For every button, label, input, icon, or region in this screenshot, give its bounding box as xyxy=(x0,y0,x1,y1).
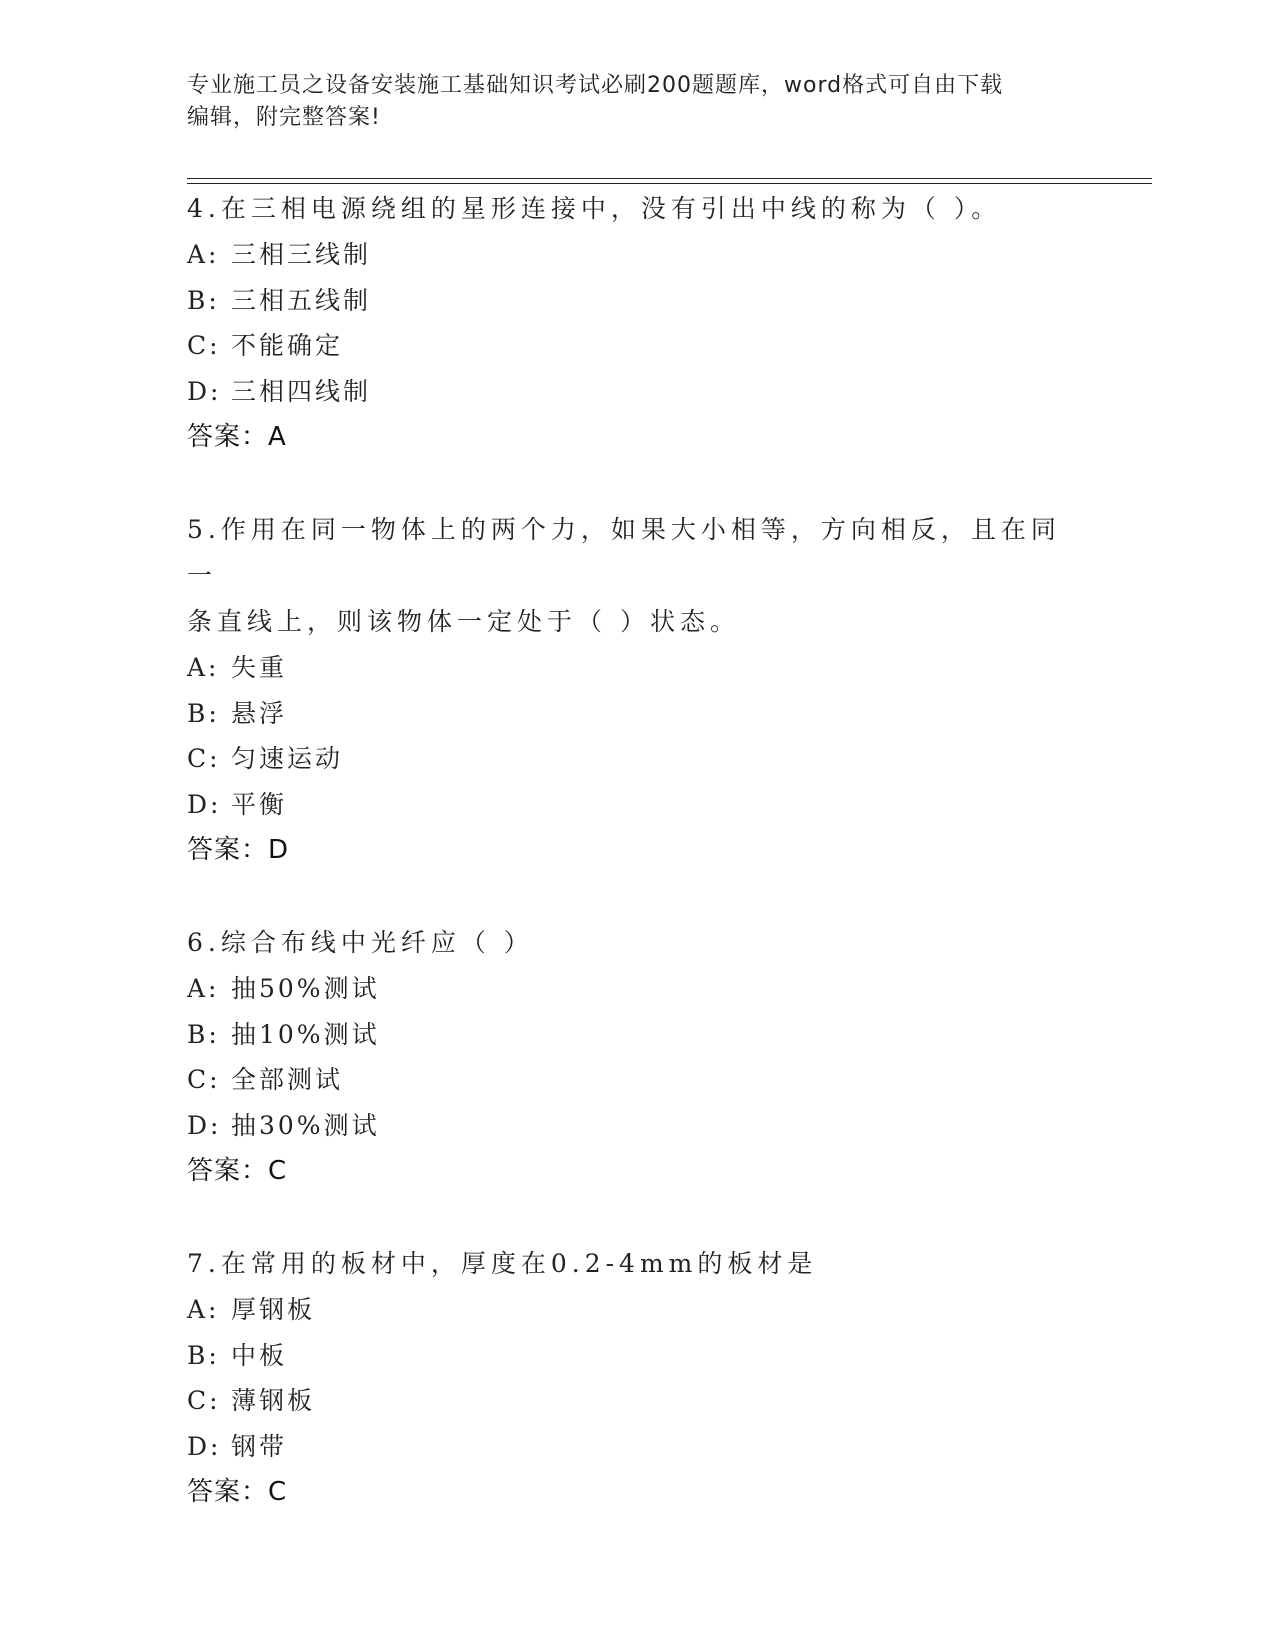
option-key: B: xyxy=(187,1340,220,1370)
option-a xyxy=(187,1287,1087,1333)
option-text: 悬浮 xyxy=(231,698,288,728)
question-stem-line-2: 条直线上，则该物体一定处于（ ）状态。 xyxy=(187,607,740,636)
option-key: C: xyxy=(187,744,221,773)
answer: 答案：D xyxy=(187,835,290,865)
option-b xyxy=(187,691,1087,737)
option-key: A: xyxy=(187,1295,220,1324)
header-divider-top xyxy=(187,178,1152,179)
question-stem: 4.在三相电源绕组的星形连接中，没有引出中线的称为（ ）。 xyxy=(187,194,1002,223)
option-a xyxy=(187,232,1087,278)
question-stem-line-1: 5.作用在同一物体上的两个力，如果大小相等，方向相反，且在同一 xyxy=(187,515,1061,590)
option-key: D: xyxy=(187,789,222,819)
option-d xyxy=(187,369,1087,415)
question-7 xyxy=(187,1241,1087,1515)
option-text: 抽50%测试 xyxy=(231,974,380,1003)
option-key: C: xyxy=(187,1065,221,1094)
option-c xyxy=(187,1378,1087,1424)
option-c xyxy=(187,323,1087,369)
option-text: 全部测试 xyxy=(231,1065,344,1094)
option-key: A: xyxy=(187,974,220,1003)
option-key: D: xyxy=(187,376,222,406)
option-text: 失重 xyxy=(231,653,288,682)
option-a xyxy=(187,645,1087,691)
option-b xyxy=(187,1333,1087,1379)
option-text: 匀速运动 xyxy=(231,744,344,773)
option-text: 中板 xyxy=(231,1340,288,1370)
header-divider-bottom xyxy=(187,183,1152,184)
option-text: 平衡 xyxy=(231,789,288,819)
option-text: 抽30%测试 xyxy=(231,1110,380,1140)
option-key: B: xyxy=(187,698,220,728)
answer: 答案：C xyxy=(187,1156,288,1186)
option-text: 抽10%测试 xyxy=(231,1019,380,1049)
option-text: 三相四线制 xyxy=(231,376,372,406)
question-5 xyxy=(187,507,1087,873)
option-key: B: xyxy=(187,285,220,315)
option-b xyxy=(187,278,1087,324)
option-text: 厚钢板 xyxy=(231,1295,316,1324)
option-key: B: xyxy=(187,1019,220,1049)
question-stem: 7.在常用的板材中，厚度在0.2-4mm的板材是 xyxy=(187,1249,818,1278)
option-key: C: xyxy=(187,1386,221,1415)
option-d xyxy=(187,1424,1087,1470)
answer: 答案：C xyxy=(187,1477,288,1507)
option-c xyxy=(187,736,1087,782)
answer: 答案：A xyxy=(187,422,287,452)
option-key: D: xyxy=(187,1431,222,1461)
question-6 xyxy=(187,920,1087,1194)
option-d xyxy=(187,782,1087,828)
question-stem: 6.综合布线中光纤应（ ） xyxy=(187,928,534,957)
option-text: 钢带 xyxy=(231,1431,288,1461)
option-b xyxy=(187,1012,1087,1058)
option-c xyxy=(187,1057,1087,1103)
option-d xyxy=(187,1103,1087,1149)
option-key: C: xyxy=(187,331,221,360)
header-line-2: 编辑，附完整答案! xyxy=(187,105,381,130)
option-a xyxy=(187,966,1087,1012)
option-text: 三相三线制 xyxy=(231,240,372,269)
option-text: 不能确定 xyxy=(231,331,344,360)
document-header xyxy=(187,70,1067,134)
option-text: 薄钢板 xyxy=(231,1386,316,1415)
question-4 xyxy=(187,186,1087,460)
option-key: A: xyxy=(187,653,220,682)
option-key: D: xyxy=(187,1110,222,1140)
header-line-1: 专业施工员之设备安装施工基础知识考试必刷200题题库，word格式可自由下载 xyxy=(187,73,1004,98)
question-list xyxy=(187,186,1087,1562)
option-key: A: xyxy=(187,240,220,269)
option-text: 三相五线制 xyxy=(231,285,372,315)
